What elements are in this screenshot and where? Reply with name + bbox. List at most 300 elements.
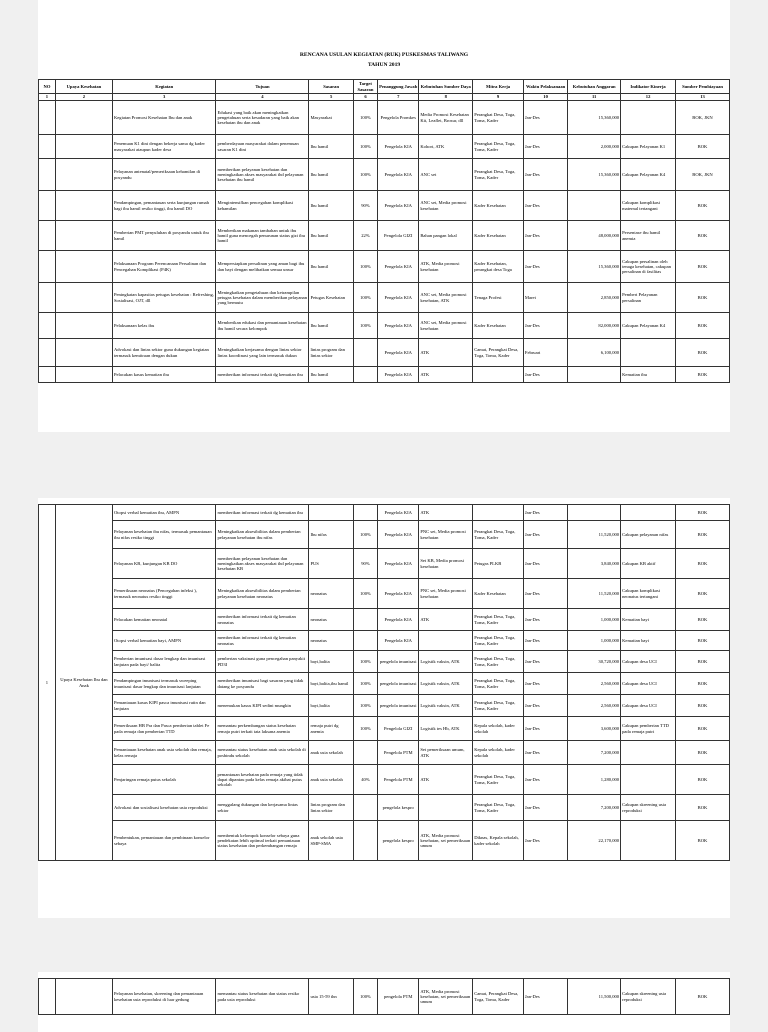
sumber-daya-cell: ANC set	[419, 159, 473, 191]
kegiatan-cell: Penemuan K1 dini dengan bekerja sama dg kader masyarakat ataupun kader desa	[112, 135, 216, 159]
column-number: 2	[55, 94, 112, 101]
target-cell: 22%	[353, 221, 377, 251]
indikator-cell: Kematian bayi	[621, 609, 676, 631]
sasaran-cell: Ibu hamil	[309, 221, 353, 251]
column-header: Penanggung Jawab	[378, 80, 419, 94]
indikator-cell: Cakupan Pelayanan K4	[621, 313, 676, 339]
kegiatan-cell: Pemantauan kasus KIPI pasca imunisasi rutin dan lanjutan	[112, 695, 216, 717]
indikator-cell: Cakupan desa UCI	[621, 695, 676, 717]
kegiatan-cell: Pemeriksaan neonatus (Pencegahan infeksi ), termasuk neonatus resiko tinggi	[112, 579, 216, 609]
waktu-cell: Jan-Des	[523, 367, 567, 383]
sasaran-cell: Petugas Kesehatan	[309, 283, 353, 313]
table-row	[39, 821, 730, 861]
document-year: TAHUN 2019	[367, 62, 401, 68]
target-cell: 40%	[353, 765, 377, 795]
sumber-pembiayaan-cell: BOK	[676, 821, 730, 861]
mitra-kerja-cell: Tenaga Profesi	[473, 283, 524, 313]
sumber-daya-cell: Media Promosi Kesehatan Kit, Leaflet, Brosur, dll	[419, 101, 473, 135]
penanggung-jawab-cell: Pengelola GIZI	[378, 221, 419, 251]
tujuan-cell: memantau perkembangan status kesehatan remaja putri terkait tata laksana anemia	[216, 717, 309, 741]
target-cell	[353, 795, 377, 821]
no-cell	[39, 313, 56, 339]
tujuan-cell: memantau status kesehatan dan status resiko pada usia reproduksi	[216, 979, 309, 1015]
indikator-cell: Cakupan desa UCI	[621, 673, 676, 695]
sumber-pembiayaan-cell: BOK	[676, 673, 730, 695]
anggaran-cell: 15,360,000	[568, 159, 621, 191]
tujuan-cell: Memberikan edukasi dan pemantauan kesehatan ibu hamil secara kelompok	[216, 313, 309, 339]
waktu-cell: Jan-Des	[523, 221, 567, 251]
sumber-daya-cell: Set pemeriksaan umum, ATK	[419, 741, 473, 765]
mitra-kerja-cell: Diknas, Kepala sekolah, kader sekolah	[473, 821, 524, 861]
page-2	[38, 498, 730, 918]
target-cell	[353, 631, 377, 651]
penanggung-jawab-cell: Pengelola KIA	[378, 505, 419, 521]
mitra-kerja-cell: Perangkat Desa, Toga, Toma, Kader	[473, 651, 524, 673]
indikator-cell	[621, 505, 676, 521]
penanggung-jawab-cell: Pengelola KIA	[378, 159, 419, 191]
mitra-kerja-cell: Petugas PLKB	[473, 549, 524, 579]
upaya-cell	[55, 367, 112, 383]
anggaran-cell	[568, 505, 621, 521]
penanggung-jawab-cell: Pengelola KIA	[378, 549, 419, 579]
upaya-cell	[55, 251, 112, 283]
target-cell: 100%	[353, 579, 377, 609]
kegiatan-cell: Pelaksanaan Program Perencanaan Persalinan dan Pencegahan Komplikasi (P4K)	[112, 251, 216, 283]
mitra-kerja-cell: Perangkat Desa, Toga, Toma, Kader	[473, 695, 524, 717]
column-header: NO	[39, 80, 56, 94]
mitra-kerja-cell: Kader Kesehatan	[473, 579, 524, 609]
mitra-kerja-cell: Perangkat Desa, Toga, Toma, Kader	[473, 101, 524, 135]
tujuan-cell: Memberikan makanan tambahan untuk ibu hamil guna mencegah penurunan status gizi ibu hamil	[216, 221, 309, 251]
sumber-pembiayaan-cell: BOK	[676, 191, 730, 221]
table-row	[39, 549, 730, 579]
target-cell: 100%	[353, 695, 377, 717]
tujuan-cell: pemberdayaan masyarakat dalam penemuan sasaran K1 dini	[216, 135, 309, 159]
table-row	[39, 505, 730, 521]
sasaran-cell: Ibu nifas	[309, 521, 353, 549]
indikator-cell	[621, 339, 676, 367]
anggaran-cell	[568, 367, 621, 383]
waktu-cell: Jan-Des	[523, 765, 567, 795]
sasaran-cell: lintas program dan lintas sektor	[309, 795, 353, 821]
sumber-pembiayaan-cell: BOK	[676, 741, 730, 765]
sumber-daya-cell: Bahan pangan lokal	[419, 221, 473, 251]
kegiatan-cell: Pelayanan kesehatan ibu nifas, termasuk pemantauan ibu nifas resiko tinggi	[112, 521, 216, 549]
column-number: 5	[309, 94, 353, 101]
waktu-cell: Februari	[523, 339, 567, 367]
table-row	[39, 191, 730, 221]
sasaran-cell: Ibu hamil	[309, 135, 353, 159]
penanggung-jawab-cell: Pengelola KIA	[378, 191, 419, 221]
mitra-kerja-cell: Perangkat Desa, Toga, Toma, Kader	[473, 795, 524, 821]
tujuan-cell: Meningkatkan pengetahuan dan ketrampilan petugas kesehatan dalam memberikan pelayanan yang bermutu	[216, 283, 309, 313]
sasaran-cell: Ibu hamil	[309, 367, 353, 383]
waktu-cell: Jan-Des	[523, 979, 567, 1015]
kegiatan-cell: Pemantauan kesehatan anak usia sekolah dan remaja, kelas remaja	[112, 741, 216, 765]
mitra-kerja-cell: Kader Kesehatan	[473, 191, 524, 221]
column-number: 6	[353, 94, 377, 101]
kegiatan-cell: Pelayanan antenatal/pemeriksaan kehamilan di posyandu	[112, 159, 216, 191]
column-header: Kebutuhan Anggaran	[568, 80, 621, 94]
no-cell	[39, 339, 56, 367]
penanggung-jawab-cell: Pengelola KIA	[378, 367, 419, 383]
sasaran-cell: anak usia sekolah	[309, 741, 353, 765]
table-row	[39, 741, 730, 765]
column-number: 12	[621, 94, 676, 101]
indikator-cell: Cakupan persalinan oleh tenaga kesehatan, cakupan persalinan di fasilitas	[621, 251, 676, 283]
column-number: 10	[523, 94, 567, 101]
sasaran-cell: usia 15-59 thn	[309, 979, 353, 1015]
column-header: Waktu Pelaksanaan	[523, 80, 567, 94]
table-row	[39, 695, 730, 717]
anggaran-cell: 1,000,000	[568, 609, 621, 631]
penanggung-jawab-cell: Pengelola PTM	[378, 741, 419, 765]
no-cell	[39, 221, 56, 251]
sasaran-cell: PUS	[309, 549, 353, 579]
target-cell: 100%	[353, 159, 377, 191]
mitra-kerja-cell: Perangkat Desa, Toga, Toma, Kader	[473, 159, 524, 191]
target-cell: 100%	[353, 979, 377, 1015]
kegiatan-cell: Kegiatan Promosi Kesehatan Ibu dan anak	[112, 101, 216, 135]
anggaran-cell: 11,520,000	[568, 579, 621, 609]
sumber-pembiayaan-cell: BOK	[676, 505, 730, 521]
indikator-cell	[621, 821, 676, 861]
target-cell: 90%	[353, 549, 377, 579]
column-header: Tujuan	[216, 80, 309, 94]
waktu-cell: Jan-Des	[523, 695, 567, 717]
sumber-daya-cell: PNC set, Media promosi kesehatan	[419, 579, 473, 609]
column-number: 8	[419, 94, 473, 101]
mitra-kerja-cell	[473, 505, 524, 521]
mitra-kerja-cell: Perangkat Desa, Toga, Toma, Kader	[473, 673, 524, 695]
table-row	[39, 673, 730, 695]
sumber-daya-cell: ATK, Media promosi kesehatan	[419, 251, 473, 283]
target-cell: 100%	[353, 313, 377, 339]
no-cell	[39, 367, 56, 383]
table-row	[39, 651, 730, 673]
sumber-pembiayaan-cell: BOK, JKN	[676, 159, 730, 191]
anggaran-cell: 2,000,000	[568, 135, 621, 159]
waktu-cell: Jan-Des	[523, 673, 567, 695]
anggaran-cell: 15,360,000	[568, 251, 621, 283]
column-header: Kegiatan	[112, 80, 216, 94]
sumber-daya-cell: ATK, Media promosi kesehatan, set pemeriksaan umum	[419, 821, 473, 861]
indikator-cell: Cakupan skreening usia reproduksi	[621, 979, 676, 1015]
mitra-kerja-cell: Perangkat Desa, Toga, Toma, Kader	[473, 135, 524, 159]
kegiatan-cell: Pembentukan, pemantauan dan pembinaan konselor sebaya	[112, 821, 216, 861]
sumber-pembiayaan-cell: BOK	[676, 979, 730, 1015]
column-number: 13	[676, 94, 730, 101]
column-number: 11	[568, 94, 621, 101]
sumber-pembiayaan-cell: BOK	[676, 135, 730, 159]
anggaran-cell: 22,170,000	[568, 821, 621, 861]
column-header: Indikator Kinerja	[621, 80, 676, 94]
sumber-daya-cell: ATK	[419, 609, 473, 631]
anggaran-cell: 7,200,000	[568, 795, 621, 821]
upaya-cell	[55, 221, 112, 251]
sumber-pembiayaan-cell: BOK	[676, 313, 730, 339]
sumber-pembiayaan-cell: BOK	[676, 283, 730, 313]
sumber-daya-cell: ATK, Media promosi kesehatan, set pemeriksaan umum	[419, 979, 473, 1015]
anggaran-cell: 2,560,000	[568, 673, 621, 695]
table-row	[39, 251, 730, 283]
mitra-kerja-cell: Camat, Perangkat Desa, Toga, Toma, Kader	[473, 339, 524, 367]
waktu-cell: Jan-Des	[523, 521, 567, 549]
upaya-cell	[55, 313, 112, 339]
sumber-daya-cell: ATK	[419, 765, 473, 795]
table-row	[39, 313, 730, 339]
sumber-daya-cell: ANC set, Media promosi kesehatan, ATK	[419, 283, 473, 313]
upaya-cell	[55, 283, 112, 313]
penanggung-jawab-cell: Pengelola Promkes	[378, 101, 419, 135]
sumber-pembiayaan-cell: BOK	[676, 339, 730, 367]
sumber-pembiayaan-cell: BOK	[676, 695, 730, 717]
sumber-pembiayaan-cell: BOK	[676, 579, 730, 609]
sumber-daya-cell	[419, 631, 473, 651]
sasaran-cell: anak sekolah usia SMP-SMA	[309, 821, 353, 861]
waktu-cell: Jan-Des	[523, 717, 567, 741]
mitra-kerja-cell: Perangkat Desa, Toga, Toma, Kader	[473, 765, 524, 795]
sumber-pembiayaan-cell: BOK	[676, 765, 730, 795]
sumber-daya-cell: ATK	[419, 367, 473, 383]
sumber-daya-cell: ATK	[419, 505, 473, 521]
waktu-cell: Jan-Des	[523, 609, 567, 631]
tujuan-cell: Mempersiapkan persalinan yang aman bagi ibu dan bayi dengan melibatkan semua unsur	[216, 251, 309, 283]
waktu-cell: Jan-Des	[523, 579, 567, 609]
column-header: Kebutuhan Sumber Daya	[419, 80, 473, 94]
mitra-kerja-cell: Camat, Perangkat Desa, Toga, Toma, Kader	[473, 979, 524, 1015]
upaya-cell	[55, 979, 112, 1015]
column-header: Sumber Pembiayaan	[676, 80, 730, 94]
sasaran-cell: Ibu hamil	[309, 251, 353, 283]
penanggung-jawab-cell: Pengelola KIA	[378, 579, 419, 609]
kegiatan-cell: Pelayanan KB, kunjungan KB DO	[112, 549, 216, 579]
anggaran-cell: 2,850,000	[568, 283, 621, 313]
column-header: Upaya Kesehatan	[55, 80, 112, 94]
ruk-table-page-2	[38, 504, 730, 861]
table-row	[39, 631, 730, 651]
sumber-pembiayaan-cell: BOK, JKN	[676, 101, 730, 135]
sasaran-cell	[309, 505, 353, 521]
page-3	[38, 972, 730, 1032]
sasaran-cell: anak usia sekolah	[309, 765, 353, 795]
waktu-cell: Maret	[523, 283, 567, 313]
anggaran-cell: 1,280,000	[568, 765, 621, 795]
sumber-pembiayaan-cell: BOK	[676, 549, 730, 579]
kegiatan-cell: Advokasi dan lintas sektor guna dukungan kegiatan termasuk kemitraan dengan dukun	[112, 339, 216, 367]
mitra-kerja-cell: Kader Kesehatan	[473, 313, 524, 339]
sumber-daya-cell: ATK	[419, 339, 473, 367]
mitra-kerja-cell: Kepala sekolah, kader sekolah	[473, 741, 524, 765]
indikator-cell: Cakupan KB aktif	[621, 549, 676, 579]
table-row	[39, 795, 730, 821]
kegiatan-cell: Pelaksanaan kelas ibu	[112, 313, 216, 339]
tujuan-cell: menemukan kasus KIPI sedini mungkin	[216, 695, 309, 717]
anggaran-cell: 30,720,000	[568, 651, 621, 673]
tujuan-cell: memantau status kesehatan anak usia sekolah di posbindu sekolah	[216, 741, 309, 765]
anggaran-cell: 2,560,000	[568, 695, 621, 717]
no-cell	[39, 979, 56, 1015]
anggaran-cell: 15,360,000	[568, 101, 621, 135]
table-row	[39, 221, 730, 251]
tujuan-cell: Meningkatkan kerjasama dengan lintas sektor lintas koordinasi yang lain termasuk dukun	[216, 339, 309, 367]
indikator-cell: Cakupan Pelayanan K1	[621, 135, 676, 159]
sumber-pembiayaan-cell: BOK	[676, 651, 730, 673]
sumber-daya-cell: Logistik vaksin, ATK	[419, 651, 473, 673]
indikator-cell	[621, 741, 676, 765]
upaya-cell	[55, 191, 112, 221]
tujuan-cell: memberikan pelayanan kesehatan dan meningkatkan akses masyarakat thd pelayanan kesehatan KB	[216, 549, 309, 579]
table-row	[39, 765, 730, 795]
target-cell	[353, 339, 377, 367]
upaya-cell	[55, 101, 112, 135]
kegiatan-cell: Pendampingan, pemantauan serta kunjungan rumah bagi ibu hamil resiko tinggi, ibu hamil DO	[112, 191, 216, 221]
waktu-cell: Jan-Des	[523, 101, 567, 135]
anggaran-cell: 11,520,000	[568, 521, 621, 549]
penanggung-jawab-cell: Pengelola KIA	[378, 609, 419, 631]
waktu-cell: Jan-Des	[523, 251, 567, 283]
waktu-cell: Jan-Des	[523, 821, 567, 861]
anggaran-cell	[568, 191, 621, 221]
upaya-kesehatan-cell: Upaya Kesehatan Ibu dan Anak	[55, 505, 112, 861]
kegiatan-cell: Pemberian PMT penyuluhan di posyandu untuk ibu hamil	[112, 221, 216, 251]
sasaran-cell: neonatus	[309, 609, 353, 631]
waktu-cell: Jan-Des	[523, 159, 567, 191]
tujuan-cell: Meningkatkan aksesibilitas dalam pemberian pelayanan kesehatan neonatus	[216, 579, 309, 609]
kegiatan-cell: Penjaringan remaja putus sekolah	[112, 765, 216, 795]
mitra-kerja-cell: Perangkat Desa, Toga, Toma, Kader	[473, 631, 524, 651]
tujuan-cell: Edukasi yang baik akan meningkatkan pengetahuan serta kesadaran yang baik akan kesehatan ibu dan anak	[216, 101, 309, 135]
sumber-daya-cell: Logistik vaksin, ATK	[419, 673, 473, 695]
no-cell	[39, 101, 56, 135]
penanggung-jawab-cell: Pengelola KIA	[378, 135, 419, 159]
sasaran-cell: bayi,balita	[309, 651, 353, 673]
table-row	[39, 135, 730, 159]
anggaran-cell: 6,100,000	[568, 339, 621, 367]
ruk-table-page-1	[38, 79, 730, 383]
target-cell: 100%	[353, 135, 377, 159]
penanggung-jawab-cell: pengelola imunisasi	[378, 695, 419, 717]
indikator-cell: Cakupan pemberian TTD pada remaja putri	[621, 717, 676, 741]
sasaran-cell: neonatus	[309, 579, 353, 609]
target-cell	[353, 821, 377, 861]
sumber-daya-cell: Kohort, ATK	[419, 135, 473, 159]
no-cell: 1	[39, 505, 56, 861]
sasaran-cell: bayi,balita,ibu hamil	[309, 673, 353, 695]
column-number: 1	[39, 94, 56, 101]
table-row	[39, 609, 730, 631]
sumber-daya-cell: PNC set, Media promosi kesehatan	[419, 521, 473, 549]
column-number: 4	[216, 94, 309, 101]
tujuan-cell: memberikan pelayanan kesehatan dan meningkatkan akses masyarakat thd pelayanan kesehatan ibu hamil	[216, 159, 309, 191]
tujuan-cell: membentuk kelompok konselor sebaya guna pendekatan lebih optimal terkait pemantauan status kesehatan dan perkembangan remaja	[216, 821, 309, 861]
mitra-kerja-cell: Kader Kesehatan	[473, 221, 524, 251]
target-cell	[353, 609, 377, 631]
column-number: 9	[473, 94, 524, 101]
document-title: RENCANA USULAN KEGIATAN (RUK) PUSKESMAS TALIWANG	[299, 52, 469, 58]
sumber-daya-cell: Logistik tes Hb, ATK	[419, 717, 473, 741]
indikator-cell: Kematian ibu	[621, 367, 676, 383]
kegiatan-cell: Otopsi verbal kematian bayi, AMPN	[112, 631, 216, 651]
waktu-cell: Jan-Des	[523, 631, 567, 651]
penanggung-jawab-cell: Pengelola KIA	[378, 339, 419, 367]
indikator-cell: Cakupan komplikasi maternal tertangani	[621, 191, 676, 221]
sumber-pembiayaan-cell: BOK	[676, 609, 730, 631]
mitra-kerja-cell: Perangkat Desa, Toga, Toma, Kader	[473, 609, 524, 631]
no-cell	[39, 159, 56, 191]
anggaran-cell: 1,000,000	[568, 631, 621, 651]
waktu-cell: Jan-Des	[523, 651, 567, 673]
table-row	[39, 159, 730, 191]
tujuan-cell: memberikan imunisasi bagi sasaran yang tidak datang ke posyandu	[216, 673, 309, 695]
anggaran-cell: 3,840,000	[568, 549, 621, 579]
indikator-cell: Cakupan Pelayanan K4	[621, 159, 676, 191]
kegiatan-cell: Pemberian imunisasi dasar lengkap dan imunisasi lanjutan pada bayi/ balita	[112, 651, 216, 673]
no-cell	[39, 283, 56, 313]
table-row	[39, 717, 730, 741]
tujuan-cell: Meningkatkan aksesibilitas dalam pemberian pelayanan kesehatan ibu nifas	[216, 521, 309, 549]
kegiatan-cell: Otopsi verbal kematian ibu, AMPN	[112, 505, 216, 521]
indikator-cell: Cakupan desa UCI	[621, 651, 676, 673]
tujuan-cell: menggalang dukungan dan kerjasama lintas sektor	[216, 795, 309, 821]
anggaran-cell: 11,500,000	[568, 979, 621, 1015]
tujuan-cell: pemberian vaksinasi guna pencegahan panyakit PD3I	[216, 651, 309, 673]
kegiatan-cell: Advokasi dan sosialisasi kesehatan usia reproduksi	[112, 795, 216, 821]
indikator-cell	[621, 765, 676, 795]
kegiatan-cell: Pendampingan imunisasi termasuk sweeping imunisasi dasar lengkap dan imunisasi lanjutan	[112, 673, 216, 695]
sumber-daya-cell: Set KB, Media promosi kesehatan	[419, 549, 473, 579]
sasaran-cell: neonatus	[309, 631, 353, 651]
no-cell	[39, 251, 56, 283]
table-row	[39, 339, 730, 367]
tujuan-cell: pemantauan kesehatan pada remaja yang tidak dapat dipantau pada kelas remaja akibat putus sekolah	[216, 765, 309, 795]
sasaran-cell: Ibu hamil	[309, 191, 353, 221]
target-cell: 100%	[353, 673, 377, 695]
anggaran-cell: 82,000,000	[568, 313, 621, 339]
anggaran-cell: 7,200,000	[568, 741, 621, 765]
indikator-cell: Pemberi Pelayanan persalinan	[621, 283, 676, 313]
waktu-cell: Jan-Des	[523, 191, 567, 221]
target-cell: 100%	[353, 283, 377, 313]
upaya-cell	[55, 339, 112, 367]
kegiatan-cell: Pemeriksaan HB Pra dan Pasca pemberian tablet Fe pada remaja dan pemberian TTD	[112, 717, 216, 741]
sumber-daya-cell: Logistik vaksin, ATK	[419, 695, 473, 717]
target-cell	[353, 505, 377, 521]
penanggung-jawab-cell: Pengelola KIA	[378, 521, 419, 549]
mitra-kerja-cell	[473, 367, 524, 383]
mitra-kerja-cell: Kader Kesehatan, perangkat desa Toga	[473, 251, 524, 283]
waktu-cell: Jan-Des	[523, 313, 567, 339]
penanggung-jawab-cell: Pengelola KIA	[378, 251, 419, 283]
sumber-pembiayaan-cell: BOK	[676, 367, 730, 383]
upaya-cell	[55, 135, 112, 159]
penanggung-jawab-cell: pengelola PTM	[378, 979, 419, 1015]
sumber-daya-cell: ANC set, Media promosi kesehatan	[419, 313, 473, 339]
target-cell: 90%	[353, 191, 377, 221]
penanggung-jawab-cell: Pengelola KIA	[378, 283, 419, 313]
sumber-daya-cell	[419, 795, 473, 821]
indikator-cell: Persentase ibu hamil anemia	[621, 221, 676, 251]
sasaran-cell: lintas program dan lintas sektor	[309, 339, 353, 367]
anggaran-cell: 48,000,000	[568, 221, 621, 251]
kegiatan-cell: Pelayanan kesehatan, skreening dan pemantauan kesehatan usia reproduksi di luar gedung	[112, 979, 216, 1015]
mitra-kerja-cell: Kepala sekolah, kader sekolah	[473, 717, 524, 741]
sasaran-cell: remaja putri dg anemia	[309, 717, 353, 741]
target-cell: 100%	[353, 251, 377, 283]
mitra-kerja-cell: Perangkat Desa, Toga, Toma, Kader	[473, 521, 524, 549]
waktu-cell: Jan-Des	[523, 135, 567, 159]
penanggung-jawab-cell: Pengelola GIZI	[378, 717, 419, 741]
